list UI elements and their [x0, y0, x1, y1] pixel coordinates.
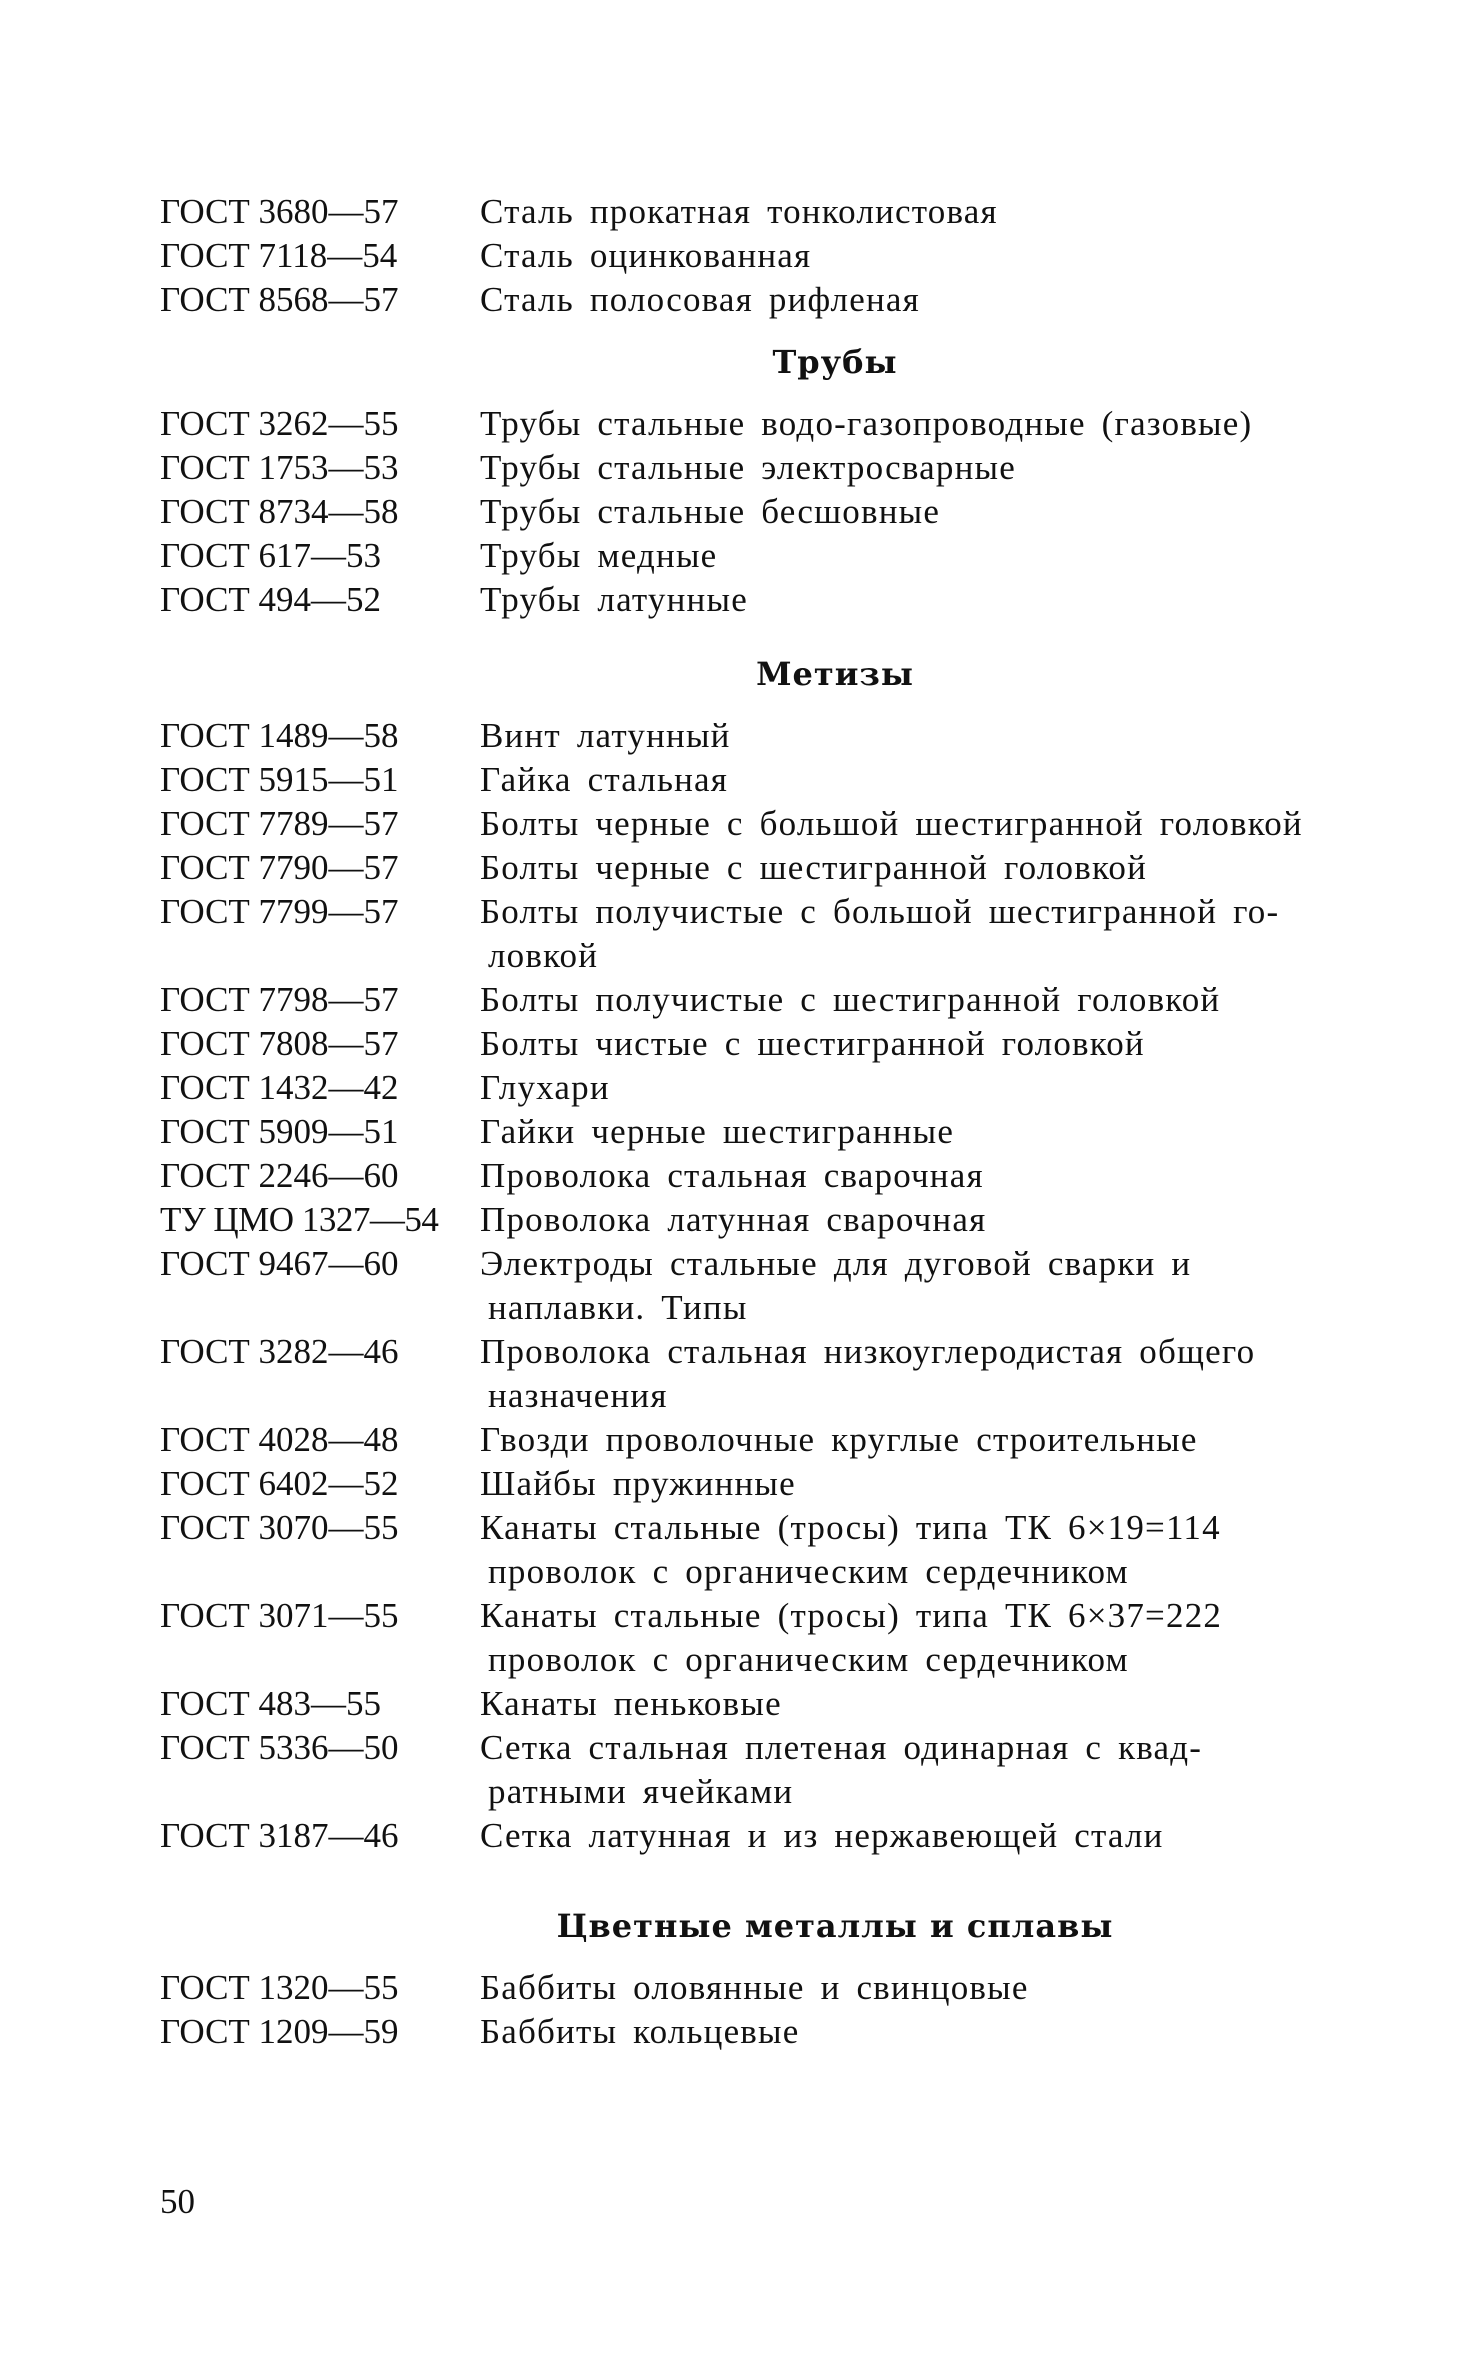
standard-title: Баббиты оловянные и свинцовые — [480, 1968, 1029, 2007]
standard-title: Трубы стальные электросварные — [480, 448, 1016, 487]
standard-code: ГОСТ 3070—55 — [160, 1508, 399, 1547]
standard-title: Баббиты кольцевые — [480, 2012, 800, 2051]
standard-title: Проволока латунная сварочная — [480, 1200, 987, 1239]
standard-code: ГОСТ 5336—50 — [160, 1728, 399, 1767]
standard-code: ГОСТ 6402—52 — [160, 1464, 399, 1503]
list-item — [160, 1726, 1360, 1814]
page-number: 50 — [160, 2182, 195, 2221]
list-item — [160, 1110, 1360, 1154]
section-heading: Трубы — [772, 343, 898, 381]
standard-title: Сталь оцинкованная — [480, 236, 812, 275]
standard-title-continuation: ловкой — [488, 936, 599, 975]
list-item — [160, 1418, 1360, 1462]
standard-code: ТУ ЦМО 1327—54 — [160, 1200, 439, 1239]
section-steel — [160, 190, 1360, 322]
list-item — [160, 1330, 1360, 1418]
standard-title: Болты получистые с большой шестигранной го- — [480, 892, 1280, 931]
list-item — [160, 578, 1360, 622]
standard-title: Канаты стальные (тросы) типа ТК 6×19=114 — [480, 1508, 1221, 1547]
standard-title: Болты черные с шестигранной головкой — [480, 848, 1148, 887]
list-item — [160, 1814, 1360, 1858]
standards-list — [160, 190, 1360, 2054]
list-item — [160, 534, 1360, 578]
standard-title-block — [480, 1506, 1360, 1594]
standard-title: Болты получистые с шестигранной головкой — [480, 980, 1221, 1019]
list-item — [160, 758, 1360, 802]
standard-code: ГОСТ 1489—58 — [160, 716, 399, 755]
list-item — [160, 1594, 1360, 1682]
standard-title: Сталь прокатная тонколистовая — [480, 192, 998, 231]
standard-title: Трубы стальные водо-газопроводные (газовые) — [480, 404, 1253, 443]
list-item — [160, 1198, 1360, 1242]
section-nonferrous — [160, 1904, 1360, 2054]
list-item — [160, 1966, 1360, 2010]
list-item — [160, 1462, 1360, 1506]
standard-title-block — [480, 890, 1360, 978]
standard-code: ГОСТ 5915—51 — [160, 760, 399, 799]
standard-title: Трубы медные — [480, 536, 718, 575]
standard-code: ГОСТ 9467—60 — [160, 1244, 399, 1283]
standard-code: ГОСТ 3282—46 — [160, 1332, 399, 1371]
standard-title: Болты чистые с шестигранной головкой — [480, 1024, 1145, 1063]
list-item — [160, 714, 1360, 758]
standard-title-continuation: проволок с органическим сердечником — [488, 1640, 1129, 1679]
list-item — [160, 1506, 1360, 1594]
standard-code: ГОСТ 8568—57 — [160, 280, 399, 319]
standard-code: ГОСТ 3071—55 — [160, 1596, 399, 1635]
list-item — [160, 1022, 1360, 1066]
standard-title: Гвозди проволочные круглые строительные — [480, 1420, 1198, 1459]
standard-title: Сетка стальная плетеная одинарная с квад- — [480, 1728, 1203, 1767]
list-item — [160, 278, 1360, 322]
standard-code: ГОСТ 7808—57 — [160, 1024, 399, 1063]
standard-title-continuation: назначения — [488, 1376, 668, 1415]
standard-code: ГОСТ 8734—58 — [160, 492, 399, 531]
list-item — [160, 890, 1360, 978]
standard-code: ГОСТ 1753—53 — [160, 448, 399, 487]
standard-code: ГОСТ 7789—57 — [160, 804, 399, 843]
standard-title-continuation: наплавки. Типы — [488, 1288, 748, 1327]
section-hardware — [160, 652, 1360, 1858]
standard-code: ГОСТ 7118—54 — [160, 236, 398, 275]
standard-title-block — [480, 1726, 1360, 1814]
standard-title: Трубы стальные бесшовные — [480, 492, 941, 531]
list-item — [160, 1682, 1360, 1726]
standard-code: ГОСТ 3262—55 — [160, 404, 399, 443]
standard-code: ГОСТ 483—55 — [160, 1684, 382, 1723]
standard-code: ГОСТ 1432—42 — [160, 1068, 399, 1107]
standard-title: Гайки черные шестигранные — [480, 1112, 955, 1151]
standard-code: ГОСТ 1209—59 — [160, 2012, 399, 2051]
section-pipes — [160, 340, 1360, 622]
standard-title: Шайбы пружинные — [480, 1464, 796, 1503]
standard-title-continuation: проволок с органическим сердечником — [488, 1552, 1129, 1591]
list-item — [160, 402, 1360, 446]
standard-title-continuation: ратными ячейками — [488, 1772, 794, 1811]
standard-code: ГОСТ 5909—51 — [160, 1112, 399, 1151]
section-heading: Цветные металлы и сплавы — [556, 1907, 1114, 1945]
standard-title-block — [480, 1594, 1360, 1682]
standard-title: Трубы латунные — [480, 580, 748, 619]
standard-title-block — [480, 1242, 1360, 1330]
standard-code: ГОСТ 617—53 — [160, 536, 382, 575]
list-item — [160, 1066, 1360, 1110]
standard-title: Гайка стальная — [480, 760, 729, 799]
list-item — [160, 490, 1360, 534]
section-heading: Метизы — [756, 655, 914, 693]
list-item — [160, 446, 1360, 490]
standard-code: ГОСТ 7790—57 — [160, 848, 399, 887]
standard-code: ГОСТ 494—52 — [160, 580, 382, 619]
list-item — [160, 802, 1360, 846]
standard-title: Винт латунный — [480, 716, 731, 755]
list-item — [160, 1154, 1360, 1198]
standard-title: Глухари — [480, 1068, 610, 1107]
standard-title: Канаты стальные (тросы) типа ТК 6×37=222 — [480, 1596, 1223, 1635]
standard-code: ГОСТ 3187—46 — [160, 1816, 399, 1855]
list-item — [160, 978, 1360, 1022]
standard-code: ГОСТ 7798—57 — [160, 980, 399, 1019]
standard-title: Сталь полосовая рифленая — [480, 280, 920, 319]
standard-title: Болты черные с большой шестигранной головкой — [480, 804, 1303, 843]
list-item — [160, 190, 1360, 234]
standard-code: ГОСТ 1320—55 — [160, 1968, 399, 2007]
list-item — [160, 234, 1360, 278]
standard-code: ГОСТ 4028—48 — [160, 1420, 399, 1459]
standard-title-block — [480, 1330, 1360, 1418]
standard-code: ГОСТ 2246—60 — [160, 1156, 399, 1195]
standard-title: Электроды стальные для дуговой сварки и — [480, 1244, 1192, 1283]
standard-code: ГОСТ 3680—57 — [160, 192, 399, 231]
standard-code: ГОСТ 7799—57 — [160, 892, 399, 931]
list-item — [160, 1242, 1360, 1330]
standard-title: Канаты пеньковые — [480, 1684, 782, 1723]
list-item — [160, 2010, 1360, 2054]
standard-title: Сетка латунная и из нержавеющей стали — [480, 1816, 1164, 1855]
list-item — [160, 846, 1360, 890]
standard-title: Проволока стальная сварочная — [480, 1156, 984, 1195]
standard-title: Проволока стальная низкоуглеродистая общего — [480, 1332, 1256, 1371]
